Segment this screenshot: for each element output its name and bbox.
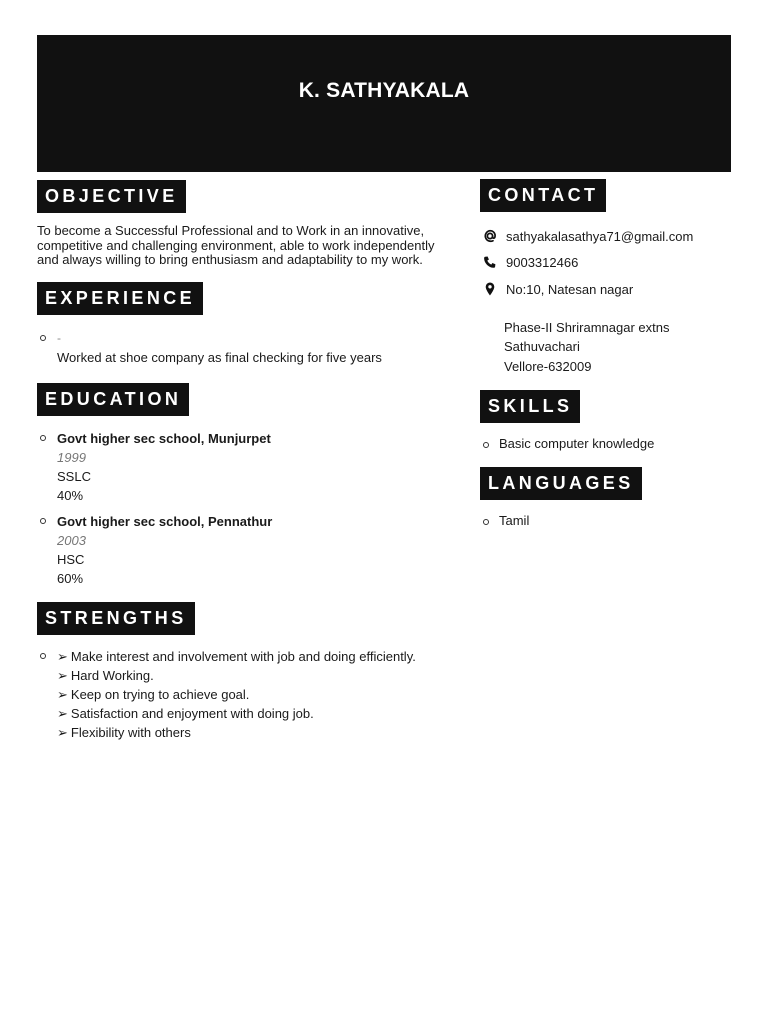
list-item xyxy=(37,512,447,588)
at-icon xyxy=(482,228,498,244)
list-item: Tamil xyxy=(480,513,731,528)
phone-icon xyxy=(482,255,498,271)
list-item xyxy=(37,329,447,367)
contact-block xyxy=(480,223,731,376)
experience-list xyxy=(37,329,447,367)
header-banner xyxy=(37,35,731,172)
experience-dash: - xyxy=(57,330,61,345)
contact-address-line4: Vellore-632009 xyxy=(504,358,592,374)
candidate-name: K. SATHYAKALA xyxy=(298,79,470,102)
education-school: Govt higher sec school, Munjurpet xyxy=(57,430,271,446)
arrow-bullet-icon: ➢ xyxy=(57,705,68,721)
left-column xyxy=(37,180,447,742)
contact-email[interactable]: sathyakalasathya71@gmail.com xyxy=(506,228,694,244)
contact-address-row xyxy=(480,276,731,303)
list-item xyxy=(37,647,447,742)
arrow-bullet-icon: ➢ xyxy=(57,648,68,664)
contact-phone[interactable]: 9003312466 xyxy=(506,255,579,271)
strength-item: ➢ Flexibility with others xyxy=(57,724,191,740)
strengths-list xyxy=(37,647,447,742)
education-year: 2003 xyxy=(57,532,86,548)
contact-address-rest xyxy=(480,318,731,377)
list-item: Basic computer knowledge xyxy=(480,436,731,451)
strength-item: ➢ Satisfaction and enjoyment with doing job. xyxy=(57,705,314,721)
education-course: SSLC xyxy=(57,468,91,484)
objective-heading: OBJECTIVE xyxy=(37,180,186,213)
education-score: 60% xyxy=(57,570,84,586)
skills-heading: SKILLS xyxy=(480,390,580,423)
contact-address-line2: Phase-II Shriramnagar extns xyxy=(504,319,670,335)
contact-email-row xyxy=(480,223,731,250)
list-item xyxy=(37,429,447,505)
skills-list xyxy=(480,436,731,451)
education-score: 40% xyxy=(57,487,84,503)
languages-heading: LANGUAGES xyxy=(480,467,642,500)
contact-phone-row xyxy=(480,250,731,277)
strength-item: ➢ Hard Working. xyxy=(57,667,154,683)
education-year: 1999 xyxy=(57,449,86,465)
contact-heading: CONTACT xyxy=(480,179,606,212)
experience-description: Worked at shoe company as final checking for five years xyxy=(57,349,382,365)
strengths-heading: STRENGTHS xyxy=(37,602,195,635)
education-course: HSC xyxy=(57,551,85,567)
objective-text: To become a Successful Professional and to Work in an innovative, competitive and challenging environment, able to work independently and always willing to bring enthusiasm and adaptability to my work. xyxy=(37,223,435,267)
strength-item: ➢ Make interest and involvement with job and doing efficiently. xyxy=(57,648,416,664)
strength-item: ➢ Keep on trying to achieve goal. xyxy=(57,686,250,702)
contact-address-line3: Sathuvachari xyxy=(504,339,580,354)
arrow-bullet-icon: ➢ xyxy=(57,724,68,740)
location-pin-icon xyxy=(482,281,498,297)
education-heading: EDUCATION xyxy=(37,383,189,416)
education-list xyxy=(37,429,447,588)
experience-heading: EXPERIENCE xyxy=(37,282,203,315)
arrow-bullet-icon: ➢ xyxy=(57,667,68,683)
contact-address-line1: No:10, Natesan nagar xyxy=(506,281,634,297)
education-school: Govt higher sec school, Pennathur xyxy=(57,513,273,529)
right-column xyxy=(480,179,731,544)
languages-list xyxy=(480,513,731,528)
arrow-bullet-icon: ➢ xyxy=(57,686,68,702)
